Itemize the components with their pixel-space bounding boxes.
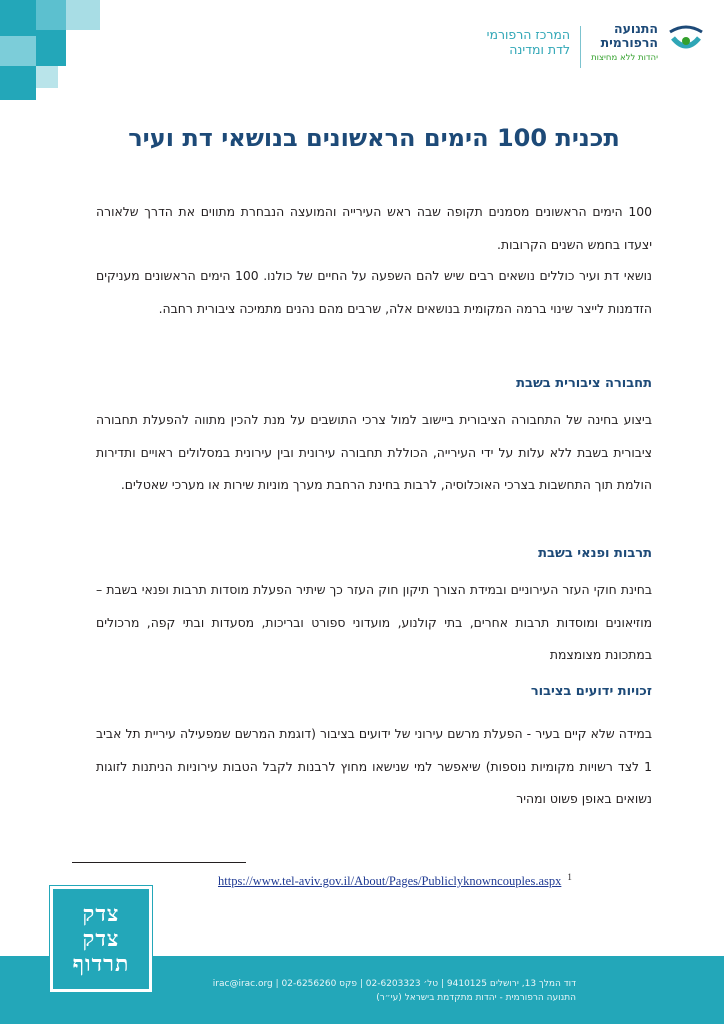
section-body-culture: בחינת חוקי העזר העירוניים ובמידת הצורך תיקון חוק העזר כך שיתיר הפעלת מוסדות תרבות ופנאי בשבת – מוזיאונים ומוסדות תרבות אחרים, בתי קולנוע, מועדוני ספורט ובריכות, מסעדות ובתי קפה, מרכולים במתכונת מצומצמת [96, 582, 652, 662]
footer-contact [213, 977, 576, 1005]
logo-title-line2: הרפורמית [600, 35, 658, 50]
section-heading-culture: תרבות ופנאי בשבת [538, 546, 652, 561]
footnote-separator [72, 862, 246, 863]
section-body-couples: במידה שלא קיים בעיר - הפעלת מרשם עירוני של ידועים בציבור (דוגמת המרשם שמפעילה עיריית תל אביב 1 לצד רשויות מקומיות נוספות) שיאפשר למי שנישאו מחוץ לרבנות לקבל הטבות עירוניות הניתנות לזוגות נשואים באופן פשוט ומהיר [96, 726, 652, 806]
logo-title-line1: התנועה [614, 21, 658, 36]
footnote [218, 872, 572, 889]
corner-squares-decoration [0, 0, 100, 100]
section-heading-couples: זכויות ידועים בציבור [530, 684, 652, 699]
reform-movement-emblem-icon [666, 24, 706, 58]
page-title: תכנית 100 הימים הראשונים בנושאי דת ועיר [128, 124, 620, 152]
center-logo-line2: לדת ומדינה [509, 42, 571, 57]
intro-paragraph-1: 100 הימים הראשונים מסמנים תקופה שבה ראש העירייה והמועצה הנבחרת מתווים את הדרך שלאורה יצעדו בחמש השנים הקרובות. [96, 204, 652, 252]
stamp-line-1: צדק [82, 901, 120, 927]
intro-paragraph-2: נושאי דת ועיר כוללים נושאים רבים שיש להם השפעה על החיים של כולנו. 100 הימים הראשונים מעניקים הזדמנות לייצר שינוי ברמה המקומית בנושאים אלה, שרבים מהם נהנים מתמיכה ציבורית רחבה. [96, 268, 652, 316]
footer-org-line: התנועה הרפורמית - יהדות מתקדמת בישראל (עי״ר) [376, 993, 576, 1003]
center-logo-line1: המרכז הרפורמי [486, 27, 571, 42]
section-body-transport: ביצוע בחינה של התחבורה הציבורית ביישוב למול צרכי התושבים על מנת להכין מתווה להפעלת תחבורה ציבורית בשבת ללא עלות על ידי העירייה, הכוללת תחבורה עירונית ובין עירונית במסלולים ראויים ותדירות הולמת תוך התחשבות בצרכי האוכלוסיה, לרבות בחינת הרחבת מערך מוניות שירות או מערכי שאטלים. [96, 412, 652, 492]
logo-divider [580, 26, 581, 68]
reform-center-logo [487, 27, 570, 57]
reform-movement-logo [591, 22, 706, 63]
footnote-link[interactable]: https://www.tel-aviv.gov.il/About/Pages/Publiclyknowncouples.aspx [218, 874, 562, 889]
stamp-line-2: צדק [82, 926, 120, 952]
footnote-mark: 1 [567, 872, 572, 882]
stamp-line-3: תרדוף [72, 951, 130, 977]
footer-address-line: דוד המלך 13, ירושלים 9410125 | טל׳ 02-6203323 | פקס 02-6256260 | irac@irac.org [212, 979, 576, 989]
logo-tagline: יהדות ללא מחיצות [591, 53, 658, 63]
section-heading-transport: תחבורה ציבורית בשבת [516, 376, 652, 391]
header-logos [487, 22, 706, 68]
justice-stamp-logo [50, 886, 152, 992]
